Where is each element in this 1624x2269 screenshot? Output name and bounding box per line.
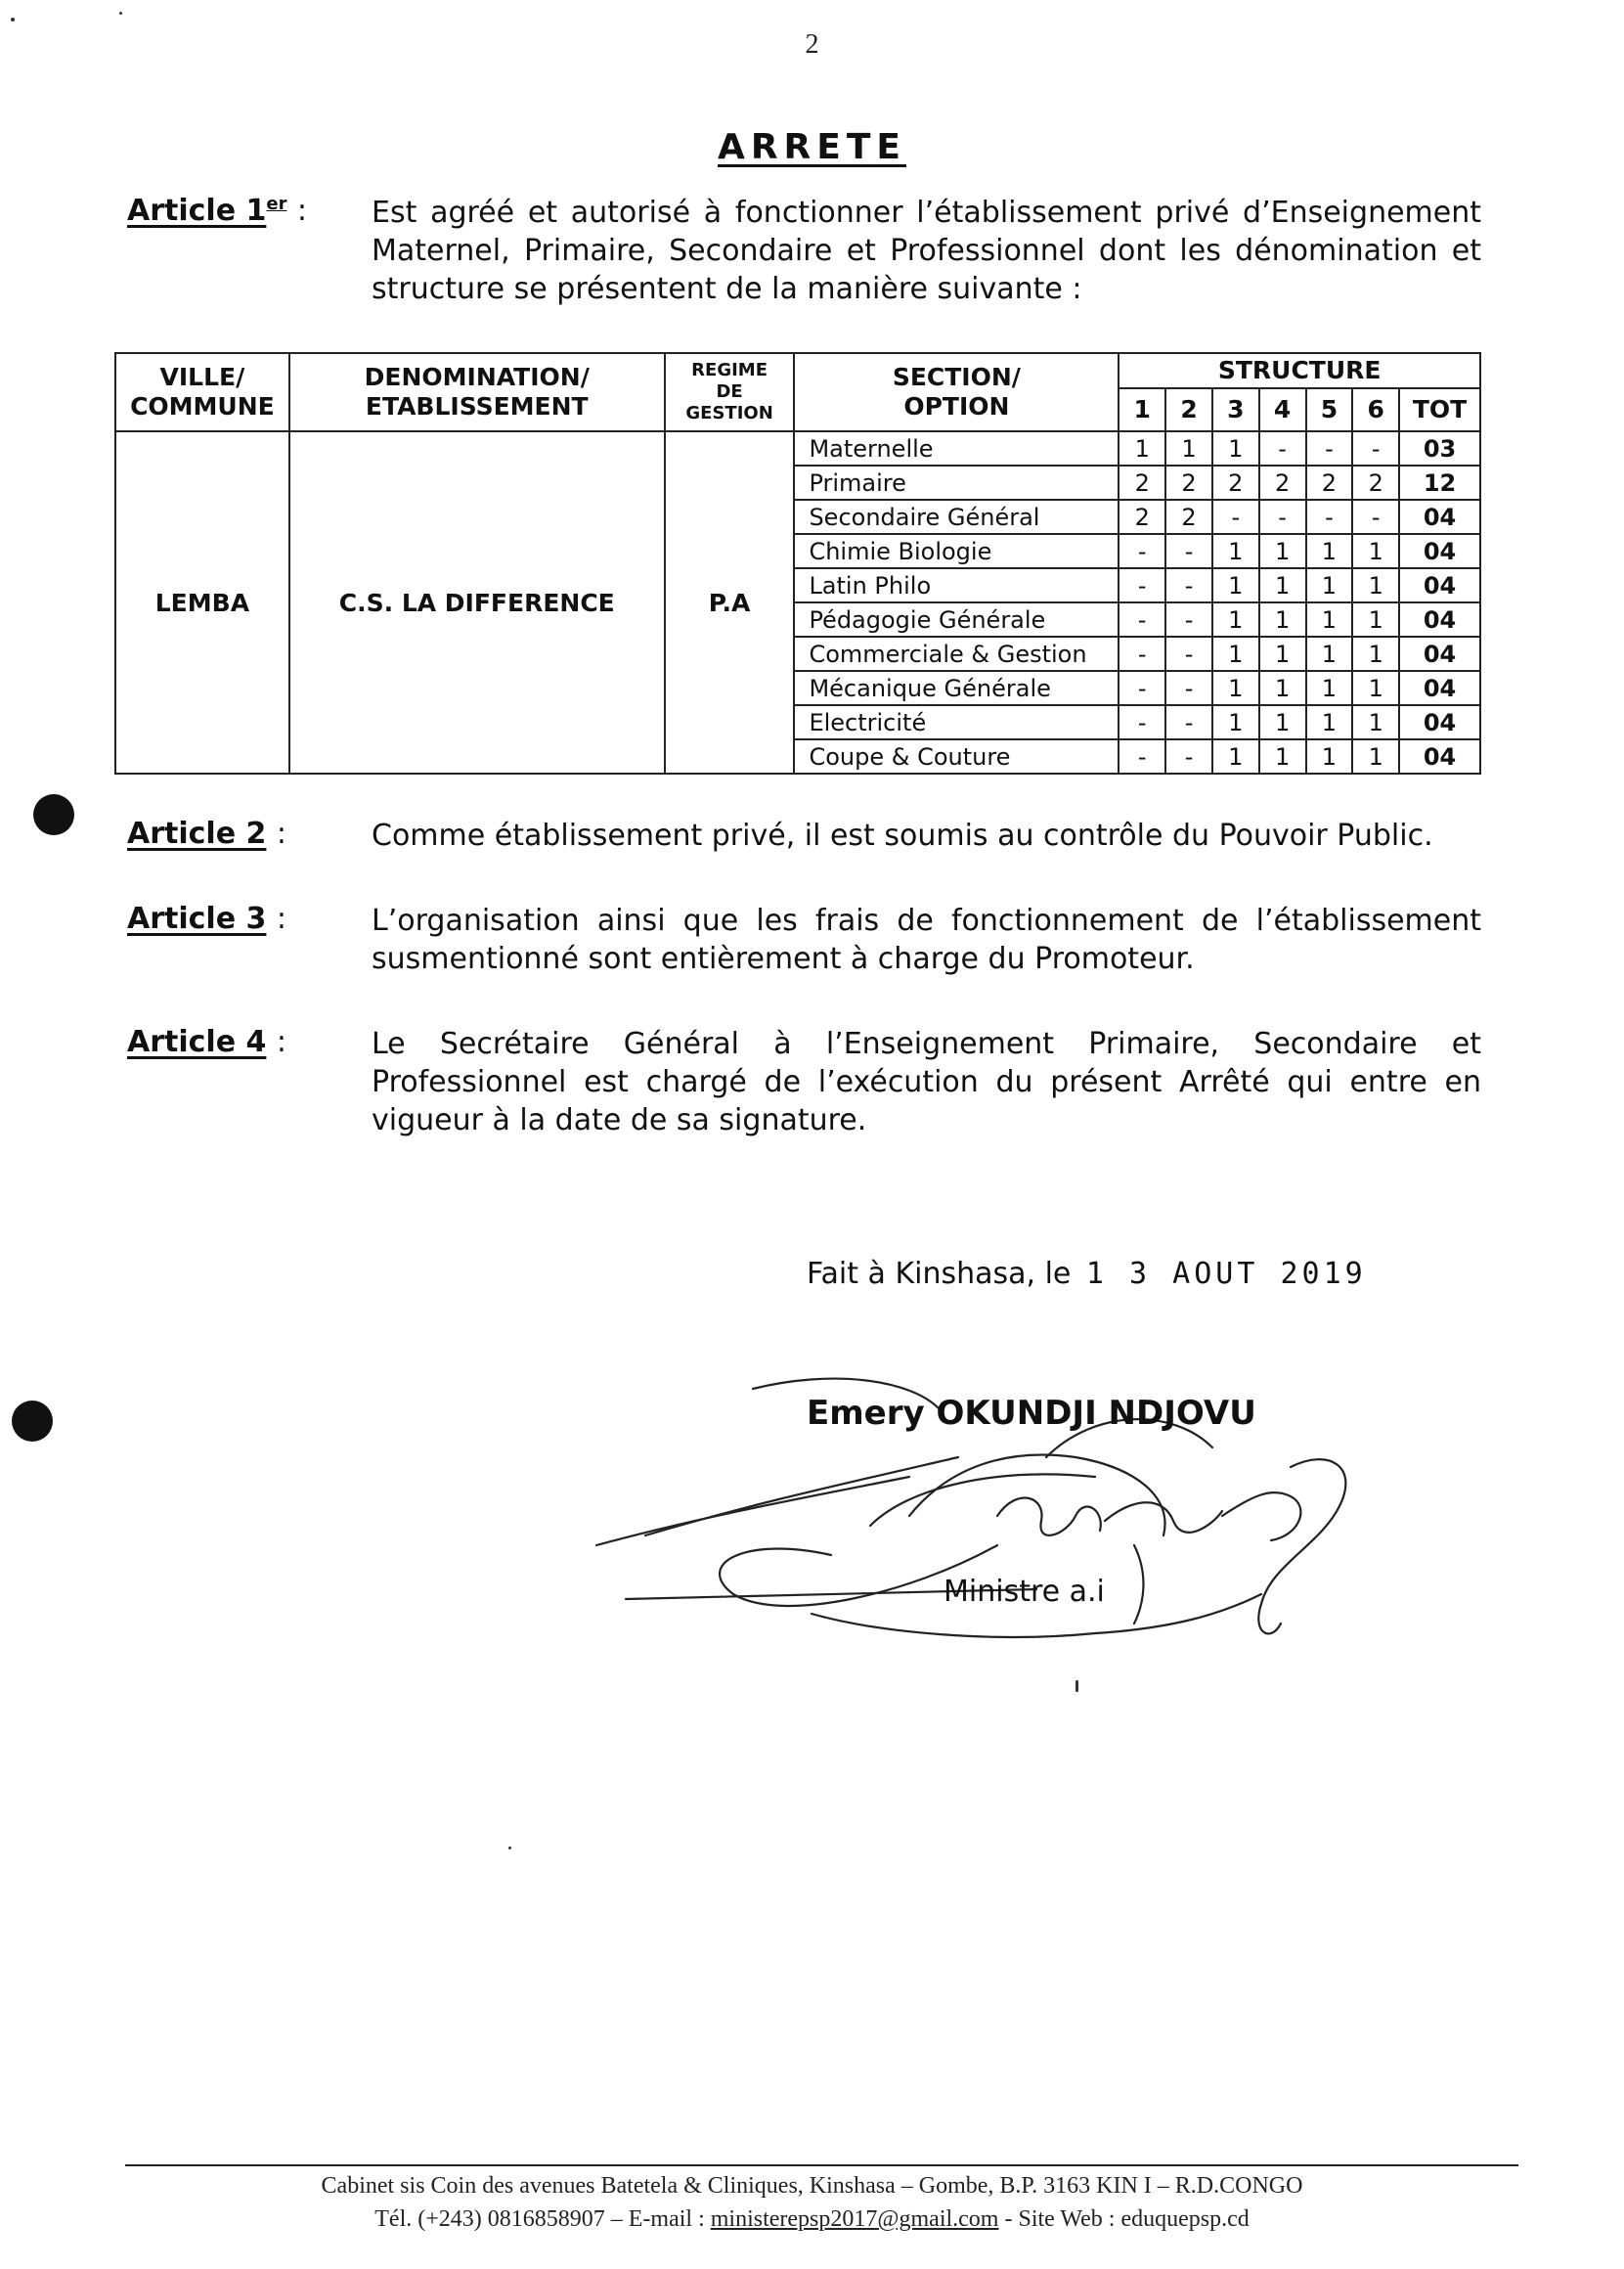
cell-level: 2 bbox=[1352, 466, 1399, 500]
article-2-label bbox=[127, 817, 362, 851]
cell-level: 1 bbox=[1352, 602, 1399, 637]
cell-section: Pédagogie Générale bbox=[794, 602, 1119, 637]
cell-level: 1 bbox=[1165, 431, 1212, 466]
cell-total: 04 bbox=[1399, 739, 1480, 774]
cell-level: 1 bbox=[1212, 637, 1259, 671]
signer-name: Emery OKUNDJI NDJOVU bbox=[807, 1394, 1256, 1433]
footer-phone: Tél. (+243) 0816858907 – E-mail : bbox=[374, 2206, 711, 2232]
cell-level: 1 bbox=[1259, 739, 1306, 774]
signer-title: Ministre a.i bbox=[944, 1575, 1105, 1609]
cell-level: 1 bbox=[1259, 705, 1306, 739]
cell-level: - bbox=[1165, 671, 1212, 705]
cell-level: - bbox=[1119, 637, 1165, 671]
cell-level: 1 bbox=[1212, 705, 1259, 739]
cell-denomination: C.S. LA DIFFERENCE bbox=[289, 431, 665, 774]
cell-level: 2 bbox=[1119, 466, 1165, 500]
cell-level: - bbox=[1119, 739, 1165, 774]
footer-website-link[interactable]: eduquepsp.cd bbox=[1120, 2206, 1250, 2232]
cell-level: 1 bbox=[1352, 637, 1399, 671]
footer-email-link[interactable]: ministerepsp2017@gmail.com bbox=[710, 2206, 999, 2232]
cell-level: 1 bbox=[1212, 568, 1259, 602]
cell-level: 1 bbox=[1306, 739, 1353, 774]
cell-level: - bbox=[1165, 602, 1212, 637]
cell-level: 2 bbox=[1119, 500, 1165, 534]
cell-level: - bbox=[1165, 705, 1212, 739]
cell-level: 1 bbox=[1306, 568, 1353, 602]
date-stamp: 1 3 AOUT 2019 bbox=[1085, 1257, 1367, 1291]
cell-level: 1 bbox=[1259, 637, 1306, 671]
cell-level: 2 bbox=[1259, 466, 1306, 500]
header-level-6: 6 bbox=[1352, 388, 1399, 431]
cell-level: 2 bbox=[1165, 500, 1212, 534]
cell-level: - bbox=[1119, 568, 1165, 602]
article-4-colon: : bbox=[276, 1025, 286, 1059]
page-number: 2 bbox=[805, 29, 819, 60]
article-4 bbox=[127, 1025, 1481, 1147]
cell-level: 1 bbox=[1352, 534, 1399, 568]
article-2-colon: : bbox=[276, 817, 286, 851]
cell-section: Commerciale & Gestion bbox=[794, 637, 1119, 671]
article-1 bbox=[127, 194, 1481, 311]
header-level-4: 4 bbox=[1259, 388, 1306, 431]
cell-level: 1 bbox=[1352, 671, 1399, 705]
cell-level: 1 bbox=[1259, 602, 1306, 637]
article-3-label-text: Article 3 bbox=[127, 902, 267, 936]
cell-section: Latin Philo bbox=[794, 568, 1119, 602]
structure-table bbox=[114, 352, 1481, 775]
cell-level: 1 bbox=[1212, 534, 1259, 568]
header-ville: VILLE/ COMMUNE bbox=[115, 353, 289, 431]
cell-level: - bbox=[1119, 705, 1165, 739]
cell-level: 2 bbox=[1165, 466, 1212, 500]
cell-level: - bbox=[1212, 500, 1259, 534]
cell-level: - bbox=[1306, 500, 1353, 534]
cell-total: 04 bbox=[1399, 671, 1480, 705]
header-denomination: DENOMINATION/ ETABLISSEMENT bbox=[289, 353, 665, 431]
cell-level: 1 bbox=[1119, 431, 1165, 466]
article-4-label bbox=[127, 1025, 362, 1059]
cell-level: 1 bbox=[1259, 534, 1306, 568]
header-level-5: 5 bbox=[1306, 388, 1353, 431]
scan-speck bbox=[1075, 1680, 1078, 1692]
cell-level: 1 bbox=[1306, 602, 1353, 637]
cell-level: - bbox=[1165, 534, 1212, 568]
cell-level: 1 bbox=[1259, 671, 1306, 705]
table-row bbox=[115, 431, 1480, 466]
scan-speck bbox=[508, 1846, 511, 1849]
footer-line-2 bbox=[0, 2206, 1624, 2233]
cell-section: Maternelle bbox=[794, 431, 1119, 466]
cell-level: - bbox=[1306, 431, 1353, 466]
article-3-text: L’organisation ainsi que les frais de fonctionnement de l’établissement susmentionné sont entièrement à charge du Promoteur. bbox=[372, 904, 1481, 976]
article-3-colon: : bbox=[276, 902, 286, 936]
article-1-colon: : bbox=[296, 194, 308, 228]
cell-level: - bbox=[1259, 500, 1306, 534]
cell-level: 2 bbox=[1212, 466, 1259, 500]
header-level-2: 2 bbox=[1165, 388, 1212, 431]
cell-total: 04 bbox=[1399, 602, 1480, 637]
article-1-label-sup: er bbox=[266, 194, 287, 214]
cell-total: 04 bbox=[1399, 637, 1480, 671]
article-4-label-text: Article 4 bbox=[127, 1025, 267, 1059]
article-4-text: Le Secrétaire Général à l’Enseignement Primaire, Secondaire et Professionnel est chargé de l’exécution du présent Arrêté qui entre en vigueur à la date de sa signature. bbox=[372, 1027, 1481, 1137]
cell-level: 1 bbox=[1352, 568, 1399, 602]
article-3 bbox=[127, 902, 1481, 985]
cell-regime: P.A bbox=[665, 431, 795, 774]
article-1-text: Est agréé et autorisé à fonctionner l’établissement privé d’Enseignement Maternel, Primaire, Secondaire et Professionnel dont les dénomination et structure se présentent de la manière suivante : bbox=[372, 196, 1481, 306]
article-2-label-text: Article 2 bbox=[127, 817, 267, 851]
cell-section: Electricité bbox=[794, 705, 1119, 739]
cell-level: 1 bbox=[1212, 431, 1259, 466]
header-structure: STRUCTURE bbox=[1119, 353, 1480, 388]
cell-section: Primaire bbox=[794, 466, 1119, 500]
article-3-label bbox=[127, 902, 362, 936]
cell-level: 1 bbox=[1352, 705, 1399, 739]
cell-level: - bbox=[1165, 739, 1212, 774]
place-date bbox=[807, 1257, 1367, 1291]
header-row-1 bbox=[115, 353, 1480, 388]
footer-line-1: Cabinet sis Coin des avenues Batetela & Cliniques, Kinshasa – Gombe, B.P. 3163 KIN I – R.D.CONGO bbox=[321, 2173, 1303, 2199]
scan-speck bbox=[11, 18, 15, 22]
cell-level: 1 bbox=[1306, 637, 1353, 671]
cell-level: 1 bbox=[1306, 705, 1353, 739]
cell-section: Mécanique Générale bbox=[794, 671, 1119, 705]
cell-total: 04 bbox=[1399, 534, 1480, 568]
cell-level: 1 bbox=[1306, 671, 1353, 705]
cell-level: 1 bbox=[1306, 534, 1353, 568]
article-2 bbox=[127, 817, 1476, 861]
cell-section: Secondaire Général bbox=[794, 500, 1119, 534]
cell-level: - bbox=[1119, 671, 1165, 705]
scan-speck bbox=[119, 12, 122, 15]
punch-hole-top bbox=[33, 794, 74, 835]
place-date-text: Fait à Kinshasa, le bbox=[807, 1257, 1072, 1291]
cell-section: Chimie Biologie bbox=[794, 534, 1119, 568]
cell-total: 04 bbox=[1399, 705, 1480, 739]
cell-section: Coupe & Couture bbox=[794, 739, 1119, 774]
cell-level: 2 bbox=[1306, 466, 1353, 500]
cell-total: 04 bbox=[1399, 568, 1480, 602]
cell-level: 1 bbox=[1212, 602, 1259, 637]
cell-level: - bbox=[1119, 534, 1165, 568]
cell-level: - bbox=[1119, 602, 1165, 637]
cell-ville: LEMBA bbox=[115, 431, 289, 774]
document-title: ARRETE bbox=[717, 127, 907, 167]
cell-level: 1 bbox=[1212, 671, 1259, 705]
cell-level: - bbox=[1352, 431, 1399, 466]
cell-total: 12 bbox=[1399, 466, 1480, 500]
header-level-3: 3 bbox=[1212, 388, 1259, 431]
punch-hole-bottom bbox=[12, 1401, 53, 1442]
header-level-1: 1 bbox=[1119, 388, 1165, 431]
footer-site-label: - Site Web : bbox=[998, 2206, 1121, 2232]
cell-level: 1 bbox=[1259, 568, 1306, 602]
cell-level: - bbox=[1352, 500, 1399, 534]
cell-level: - bbox=[1165, 568, 1212, 602]
cell-level: - bbox=[1165, 637, 1212, 671]
footer-rule bbox=[125, 2164, 1518, 2166]
cell-level: 1 bbox=[1212, 739, 1259, 774]
article-1-label bbox=[127, 194, 362, 228]
article-1-label-text: Article 1 bbox=[127, 194, 267, 228]
article-2-text: Comme établissement privé, il est soumis au contrôle du Pouvoir Public. bbox=[372, 819, 1433, 853]
header-section: SECTION/ OPTION bbox=[794, 353, 1119, 431]
cell-level: 1 bbox=[1352, 739, 1399, 774]
header-total: TOT bbox=[1399, 388, 1480, 431]
header-regime: REGIME DE GESTION bbox=[665, 353, 795, 431]
cell-total: 04 bbox=[1399, 500, 1480, 534]
cell-total: 03 bbox=[1399, 431, 1480, 466]
cell-level: - bbox=[1259, 431, 1306, 466]
